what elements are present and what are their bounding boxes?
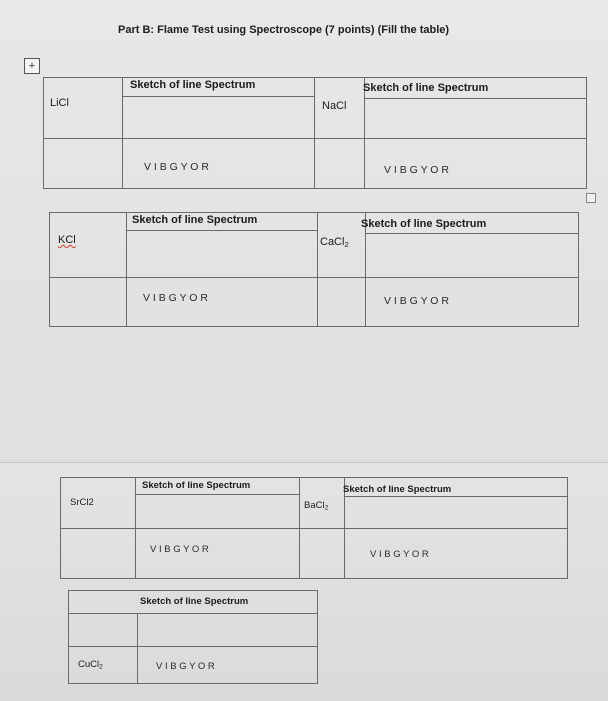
table-licl-nacl (43, 77, 587, 189)
page-title: Part B: Flame Test using Spectroscope (7 points) (Fill the table) (118, 24, 450, 36)
table-row-rule (69, 646, 317, 647)
table-header-rule (135, 494, 299, 495)
table-header-rule (344, 496, 567, 497)
spectrum-header: Sketch of line Spectrum (361, 218, 487, 230)
spectrum-header: Sketch of line Spectrum (132, 214, 258, 226)
table-header-rule (122, 96, 314, 97)
spectrum-header: Sketch of line Spectrum (363, 82, 489, 94)
table-divider (137, 613, 138, 683)
spectrum-scale: V I B G Y O R (150, 544, 209, 555)
compound-label-cucl2[interactable]: CuCl$_2$ (78, 659, 103, 671)
table-row-rule (44, 138, 586, 139)
table-kcl-cacl2 (49, 212, 579, 327)
table-row-rule (50, 277, 578, 278)
compound-label-bacl2[interactable]: BaCl$_2$ (304, 500, 329, 512)
spectrum-header: Sketch of line Spectrum (343, 484, 452, 495)
table-header-rule (365, 233, 578, 234)
spectrum-scale: V I B G Y O R (384, 295, 449, 307)
move-glyph: + (28, 59, 36, 72)
compound-label-kcl[interactable]: KCl (58, 234, 76, 246)
spectrum-scale: V I B G Y O R (156, 661, 215, 672)
table-header-rule (364, 98, 586, 99)
spectrum-header: Sketch of line Spectrum (140, 596, 249, 607)
table-divider (314, 78, 315, 188)
table-divider (122, 78, 123, 188)
table-header-rule (69, 613, 317, 614)
spectrum-scale: V I B G Y O R (384, 164, 449, 176)
spectrum-scale: V I B G Y O R (143, 292, 208, 304)
table-divider (364, 78, 365, 188)
table-resize-handle[interactable] (586, 193, 596, 203)
table-header-rule (126, 230, 317, 231)
table-row-rule (61, 528, 567, 529)
table-divider (317, 213, 318, 326)
spectrum-scale: V I B G Y O R (144, 161, 209, 173)
spectrum-header: Sketch of line Spectrum (130, 79, 256, 91)
move-icon[interactable] (24, 58, 40, 74)
compound-label-nacl[interactable]: NaCl (322, 100, 347, 112)
compound-label-licl[interactable]: LiCl (50, 97, 69, 109)
compound-label-cacl2[interactable]: CaCl$_2$ (320, 236, 349, 249)
table-srcl2-bacl2 (60, 477, 568, 579)
spectrum-header: Sketch of line Spectrum (142, 480, 251, 491)
compound-label-srcl2[interactable]: SrCl2 (70, 497, 94, 508)
spectrum-scale: V I B G Y O R (370, 549, 429, 560)
